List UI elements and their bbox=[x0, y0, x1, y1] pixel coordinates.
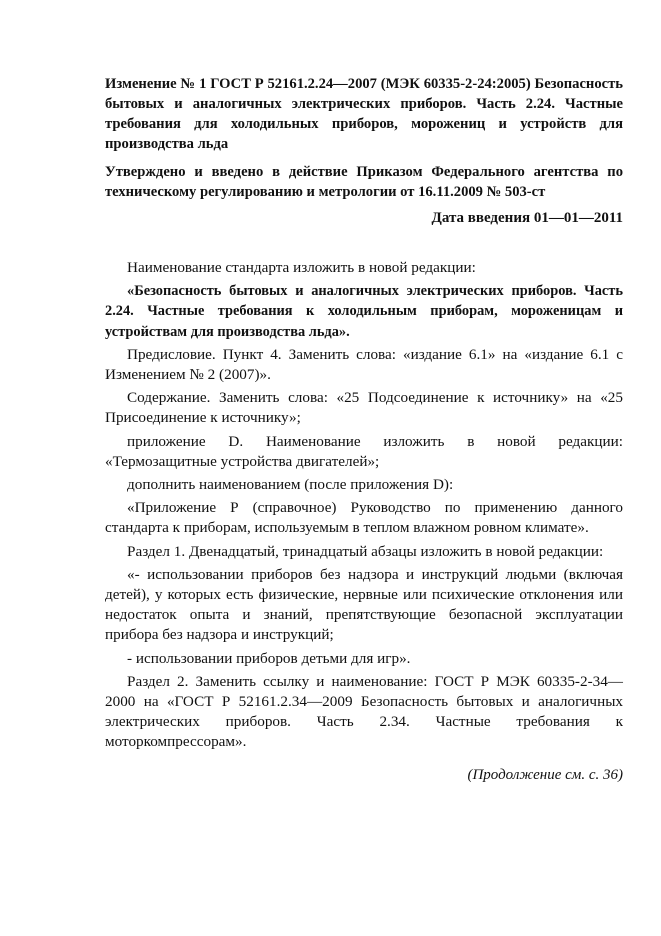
document-page bbox=[105, 74, 623, 785]
paragraph: дополнить наименованием (после приложения D): bbox=[127, 476, 454, 494]
paragraph: Предисловие. Пункт 4. Заменить слова: «издание 6.1» на «издание 6.1 с Изменением № 2 (2007)». bbox=[105, 345, 623, 384]
amendment-body bbox=[105, 258, 623, 753]
paragraph: - использовании приборов детьми для игр». bbox=[127, 649, 411, 667]
paragraph: Наименование стандарта изложить в новой редакции: bbox=[127, 259, 476, 276]
paragraph: Раздел 1. Двенадцатый, тринадцатый абзацы изложить в новой редакции: bbox=[127, 542, 604, 560]
approval-statement: Утверждено и введено в действие Приказом Федерального агентства по техническому регулированию и метрологии от 16.11.2009 № 503-ст bbox=[105, 164, 623, 200]
paragraph: приложение D. Наименование изложить в новой редакции: «Термозащитные устройства двигателей»; bbox=[105, 432, 623, 470]
amendment-title: Изменение № 1 ГОСТ Р 52161.2.24—2007 (МЭК 60335-2-24:2005) Безопасность бытовых и аналогичных электрических приборов. Часть 2.24. Частные требования для холодильных приборов, морожениц и устройств для производства льда bbox=[105, 76, 623, 152]
paragraph: Содержание. Заменить слова: «25 Подсоединение к источнику» на «25 Присоединение к источнику»; bbox=[105, 389, 623, 427]
continuation-note: (Продолжение см. с. 36) bbox=[467, 766, 623, 783]
paragraph: «- использовании приборов без надзора и инструкций людьми (включая детей), у которых есть физические, нервные или психические отклонения или недостаток опыта и знаний, препятствующие безопасной эксплуатации прибора без надзора и инструкций; bbox=[105, 565, 623, 644]
paragraph: Раздел 2. Заменить ссылку и наименование: ГОСТ Р МЭК 60335-2-34—2000 на «ГОСТ Р 52161.2.34—2009 Безопасность бытовых и аналогичных электрических приборов. Часть 2.34. Частные требования к моторкомпрессорам». bbox=[105, 672, 623, 751]
paragraph-new-title: «Безопасность бытовых и аналогичных электрических приборов. Часть 2.24. Частные требования к холодильным приборам, мороженицам и устройствам для производства льда». bbox=[105, 283, 623, 340]
paragraph: «Приложение Р (справочное) Руководство по применению данного стандарта к приборам, используемым в теплом влажном ровном климате». bbox=[105, 499, 623, 537]
effective-date: Дата введения 01—01—2011 bbox=[431, 210, 623, 226]
